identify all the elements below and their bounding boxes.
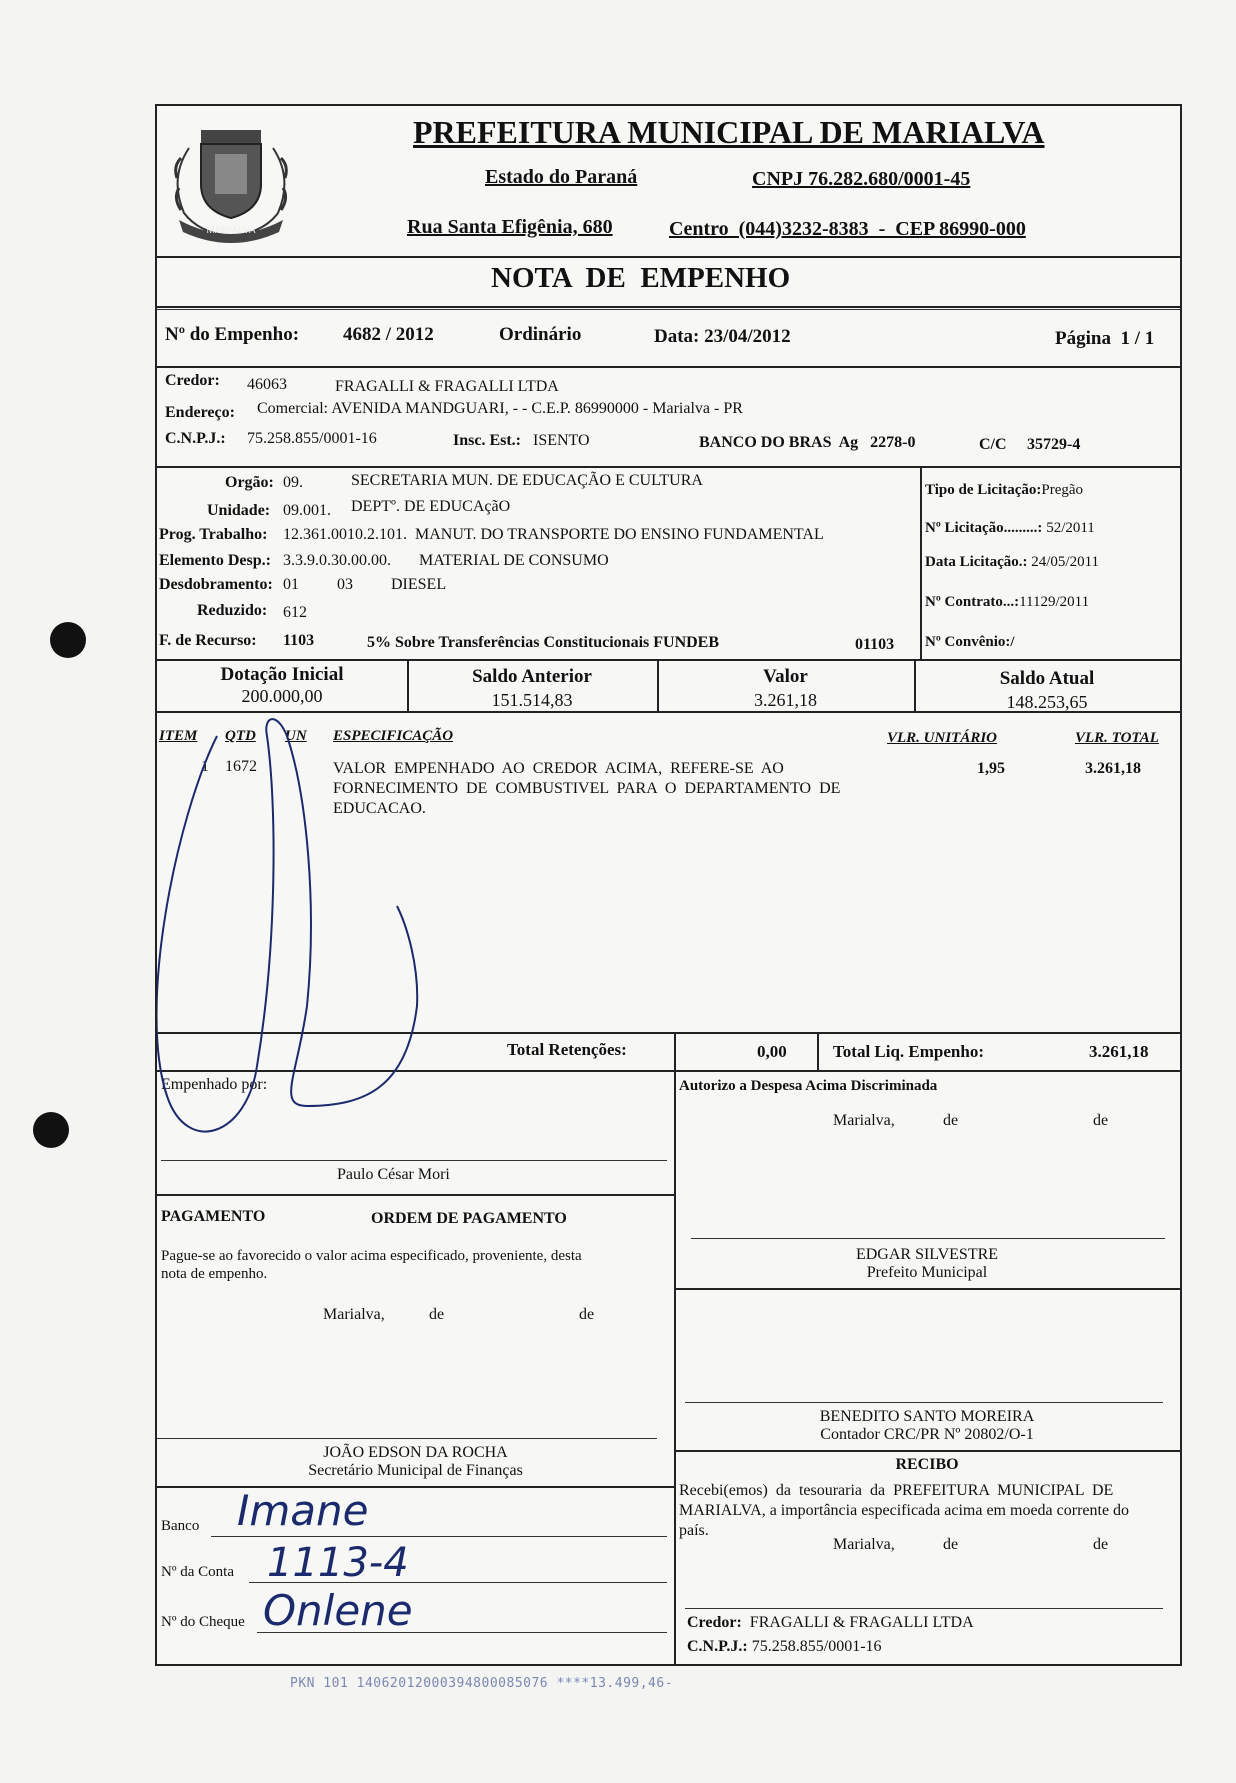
ordem-label: ORDEM DE PAGAMENTO: [371, 1210, 567, 1227]
item-qtd: 1672: [225, 758, 257, 775]
orgao-name: SECRETARIA MUN. DE EDUCAÇÃO E CULTURA: [351, 472, 703, 489]
retencoes-value: 0,00: [757, 1042, 787, 1061]
page-title: PREFEITURA MUNICIPAL DE MARIALVA: [413, 114, 1045, 150]
prefeito-name: EDGAR SILVESTRE: [855, 1246, 999, 1263]
footer-code: PKN 101 14062012000394800085076 ****13.499,46-: [290, 1676, 674, 1691]
empenho-label: Nº do Empenho:: [165, 324, 300, 345]
item-total-value: 3.261,18: [1085, 760, 1141, 777]
dotacao-label: Dotação Inicial: [220, 664, 344, 685]
conta-label: Nº da Conta: [161, 1564, 234, 1580]
orgao-code: 09.: [283, 474, 303, 491]
recibo-de1: de: [943, 1536, 959, 1553]
col-un: UN: [285, 728, 307, 744]
desdob-label: Desdobramento:: [159, 576, 273, 593]
num-contrato: [925, 594, 1089, 611]
recibo-cnpj-label: C.N.P.J.:: [687, 1638, 748, 1655]
tipo-value: Pregão: [1041, 482, 1084, 498]
contador-name: BENEDITO SANTO MOREIRA: [819, 1408, 1035, 1425]
address-label: Endereço:: [165, 404, 235, 421]
cc-value: 35729-4: [1027, 436, 1081, 453]
credor-label: Credor:: [165, 372, 220, 389]
atual-label: Saldo Atual: [999, 668, 1095, 689]
credor-name: FRAGALLI & FRAGALLI LTDA: [335, 378, 559, 395]
prog-label: Prog. Trabalho:: [159, 526, 268, 543]
pagamento-label: PAGAMENTO: [161, 1208, 266, 1225]
district-phone-cep: Centro (044)3232-8383 - CEP 86990-000: [669, 218, 1026, 240]
col-item: ITEM: [159, 728, 198, 744]
credor-bank: BANCO DO BRAS Ag 2278-0: [699, 434, 916, 451]
contrato-value: 11129/2011: [1019, 594, 1090, 610]
empenho-date: Data: 23/04/2012: [654, 326, 791, 347]
autorizo-city: Marialva,: [833, 1112, 895, 1129]
convenio-label: Nº Convênio:/: [925, 634, 1015, 650]
page-number: Página 1 / 1: [1055, 328, 1155, 349]
anterior-value: 151.514,83: [491, 690, 573, 710]
recibo-de2: de: [1093, 1536, 1109, 1553]
col-espec: ESPECIFICAÇÃO: [333, 728, 454, 744]
unidade-label: Unidade:: [207, 502, 271, 519]
recurso-label: F. de Recurso:: [159, 632, 257, 649]
pagamento-de1: de: [429, 1306, 445, 1323]
col-qtd: QTD: [225, 728, 256, 744]
recibo-title: RECIBO: [895, 1456, 959, 1473]
empenho-type: Ordinário: [499, 324, 582, 345]
crest-logo: [159, 108, 304, 248]
num-convenio: [925, 634, 1015, 651]
item-desc-line1: VALOR EMPENHADO AO CREDOR ACIMA, REFERE-SE AO: [333, 760, 784, 777]
num-label: Nº Licitação.........:: [925, 520, 1043, 536]
item-desc-line2: FORNECIMENTO DE COMBUSTIVEL PARA O DEPARTAMENTO DE: [333, 780, 841, 797]
num-licitacao: [925, 520, 1095, 537]
elemento-code: 3.3.9.0.30.00.00.: [283, 552, 391, 569]
state: Estado do Paraná: [485, 166, 638, 188]
col-total: VLR. TOTAL: [1075, 730, 1159, 746]
recibo-line2: MARIALVA, a importância especificada acima em moeda corrente do: [679, 1502, 1130, 1519]
data-value: 24/05/2011: [1031, 554, 1100, 570]
nota-de-empenho: [155, 104, 1182, 1666]
reduzido-value: 612: [283, 604, 307, 621]
item-number: 1: [201, 758, 209, 775]
reduzido-label: Reduzido:: [197, 602, 268, 619]
pagamento-text1: Pague-se ao favorecido o valor acima especificado, proveniente, desta: [161, 1248, 582, 1264]
insc-value: ISENTO: [533, 432, 590, 449]
item-desc-line3: EDUCACAO.: [333, 800, 426, 817]
signature-scribble: [157, 706, 477, 1176]
recurso-ref: 01103: [855, 636, 895, 653]
data-label: Data Licitação.:: [925, 554, 1028, 570]
valor-value: 3.261,18: [754, 690, 817, 710]
cheque-value[interactable]: Onlene: [263, 1586, 413, 1635]
dotacao-value: 200.000,00: [241, 686, 323, 706]
recurso-code: 1103: [283, 632, 315, 649]
pagamento-de2: de: [579, 1306, 595, 1323]
tipo-licitacao: [925, 482, 1083, 499]
credor-address: Comercial: AVENIDA MANDGUARI, - - C.E.P. 86990000 - Marialva - PR: [257, 400, 743, 417]
atual-value: 148.253,65: [1006, 692, 1088, 712]
anterior-label: Saldo Anterior: [472, 666, 592, 687]
pagamento-text2: nota de empenho.: [161, 1266, 268, 1282]
col-unit: VLR. UNITÁRIO: [887, 730, 998, 746]
prog-value: 12.361.0010.2.101. MANUT. DO TRANSPORTE DO ENSINO FUNDAMENTAL: [283, 526, 824, 543]
desdob-a: 01: [283, 576, 299, 593]
cc-label: C/C: [979, 436, 1007, 453]
punch-hole: [50, 622, 86, 658]
retencoes-label: Total Retenções:: [507, 1040, 627, 1059]
recibo-credor-name: FRAGALLI & FRAGALLI LTDA: [749, 1614, 974, 1631]
empenho-number: 4682 / 2012: [343, 324, 434, 345]
tipo-label: Tipo de Licitação:: [925, 482, 1042, 498]
recibo-line1: Recebi(emos) da tesouraria da PREFEITURA MUNICIPAL DE: [679, 1482, 1114, 1499]
elemento-label: Elemento Desp.:: [159, 552, 271, 569]
empenhado-label: Empenhado por:: [161, 1076, 268, 1093]
liquido-value: 3.261,18: [1089, 1042, 1149, 1061]
elemento-name: MATERIAL DE CONSUMO: [419, 552, 609, 569]
recibo-cnpj: [687, 1638, 882, 1656]
credor-code: 46063: [247, 376, 287, 393]
contador-role: Contador CRC/PR Nº 20802/O-1: [820, 1426, 1034, 1443]
autorizo-de1: de: [943, 1112, 959, 1129]
empenhado-name: Paulo César Mori: [337, 1166, 450, 1183]
banco-value[interactable]: Imane: [237, 1486, 369, 1535]
crest-text: MARIALVA: [206, 225, 256, 236]
contrato-label: Nº Contrato...:: [925, 594, 1020, 610]
recibo-credor: [687, 1614, 974, 1632]
data-licitacao: [925, 554, 1099, 571]
cheque-label: Nº do Cheque: [161, 1614, 245, 1630]
autorizo-label: Autorizo a Despesa Acima Discriminada: [679, 1078, 938, 1094]
street: Rua Santa Efigênia, 680: [407, 216, 613, 238]
desdob-b: 03: [337, 576, 353, 593]
banco-label: Banco: [161, 1518, 200, 1534]
num-value: 52/2011: [1046, 520, 1095, 536]
item-unit-value: 1,95: [977, 760, 1005, 777]
autorizo-de2: de: [1093, 1112, 1109, 1129]
pagamento-city: Marialva,: [323, 1306, 385, 1323]
valor-label: Valor: [763, 666, 808, 687]
recurso-name: 5% Sobre Transferências Constitucionais FUNDEB: [367, 634, 720, 651]
header-cnpj: CNPJ 76.282.680/0001-45: [752, 168, 971, 190]
recibo-city: Marialva,: [833, 1536, 895, 1553]
secretario-role: Secretário Municipal de Finanças: [308, 1462, 523, 1479]
doc-title: NOTA DE EMPENHO: [491, 262, 791, 294]
recibo-credor-label: Credor:: [687, 1614, 742, 1631]
insc-label: Insc. Est.:: [453, 432, 522, 449]
desdob-name: DIESEL: [391, 576, 447, 593]
recibo-cnpj-value: 75.258.855/0001-16: [751, 1638, 882, 1655]
conta-value[interactable]: 1113-4: [267, 1540, 409, 1586]
credor-cnpj: 75.258.855/0001-16: [247, 430, 377, 447]
unidade-code: 09.001.: [283, 502, 331, 519]
punch-hole: [33, 1112, 69, 1148]
cnpj-label: C.N.P.J.:: [165, 430, 226, 447]
liquido-label: Total Liq. Empenho:: [833, 1042, 984, 1061]
orgao-label: Orgão:: [225, 474, 274, 491]
unidade-name: DEPTº. DE EDUCAçãO: [351, 498, 511, 515]
secretario-name: JOÃO EDSON DA ROCHA: [323, 1444, 508, 1461]
prefeito-role: Prefeito Municipal: [866, 1264, 988, 1281]
recibo-line3: país.: [679, 1522, 709, 1539]
